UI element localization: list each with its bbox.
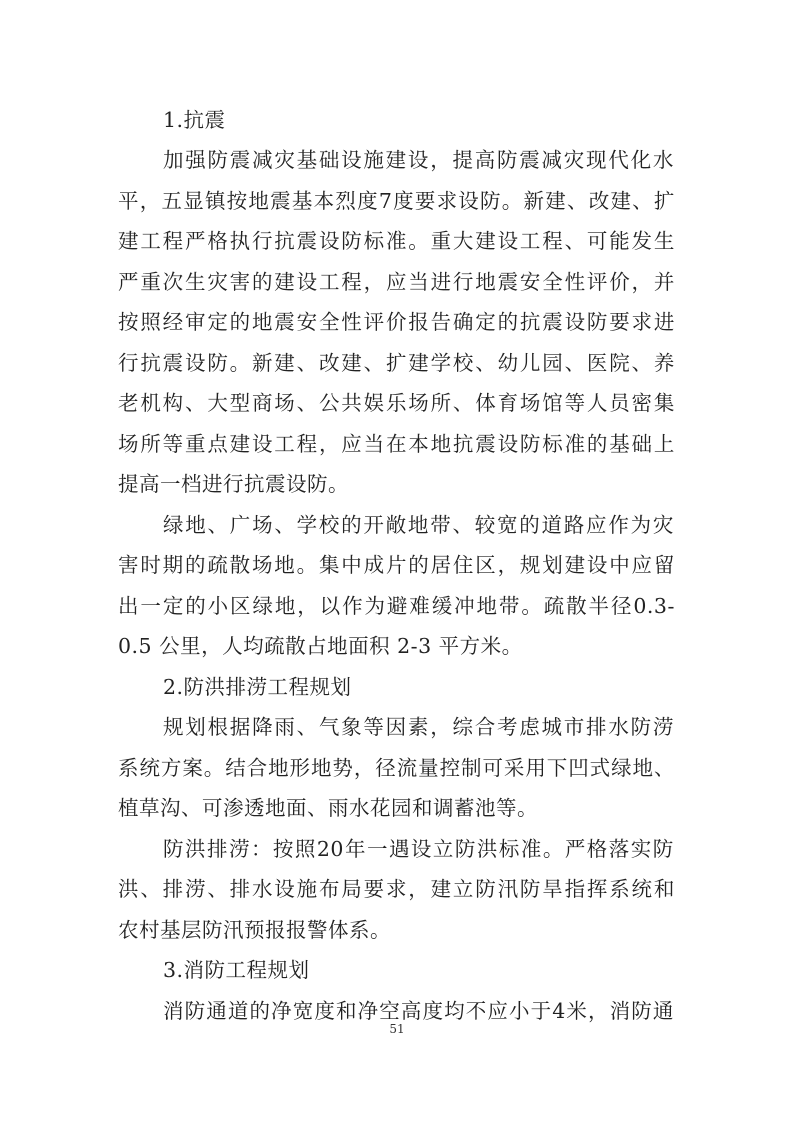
paragraph-line: 场 所 等 重 点 建 设 工 程 ， 应 当 在 本 地 抗 震 设 防 标 准 的 基 础 上 bbox=[118, 432, 675, 456]
page-number: 51 bbox=[389, 1022, 405, 1036]
paragraph-line: 害 时 期 的 疏 散 场 地 。 集 中 成 片 的 居 住 区 ， 规 划 建 设 中 应 留 bbox=[118, 553, 675, 577]
paragraph-line: 平 ， 五 显 镇 按 地 震 基 本 烈 度 7 度 要 求 设 防 。 新 建 、 改 建 、 扩 bbox=[118, 189, 675, 213]
paragraph-line: 规 划 根 据 降 雨 、 气 象 等 因 素 ， 综 合 考 虑 城 市 排 水 防 涝 bbox=[163, 715, 674, 739]
paragraph-line: 出 一 定 的 小 区 绿 地 ， 以 作 为 避 难 缓 冲 地 带 。 疏 散 半 径 0.3- bbox=[118, 594, 675, 618]
paragraph-line: 0.5 公里，人均疏散占地面积 2-3 平方米。 bbox=[118, 634, 523, 658]
paragraph-line: 严 重 次 生 灾 害 的 建 设 工 程 ， 应 当 进 行 地 震 安 全 性 评 价 ， 并 bbox=[118, 270, 675, 294]
paragraph-line: 消 防 通 道 的 净 宽 度 和 净 空 高 度 均 不 应 小 于 4 米 ， 消 防 通 bbox=[163, 999, 674, 1023]
paragraph-line: 防 洪 排 涝 ： 按 照 20 年 一 遇 设 立 防 洪 标 准 。 严 格 落 实 防 bbox=[163, 837, 674, 861]
heading-flood-control: 2.防洪排涝工程规划 bbox=[163, 675, 352, 699]
paragraph-line: 洪 、 排 涝 、 排 水 设 施 布 局 要 求 ， 建 立 防 汛 防 旱 指 挥 系 统 和 bbox=[118, 877, 675, 901]
paragraph-line: 农村基层防汛预报报警体系。 bbox=[118, 918, 391, 942]
paragraph-line: 行 抗 震 设 防 。 新 建 、 改 建 、 扩 建 学 校 、 幼 儿 园 、 医 院 、 养 bbox=[118, 351, 675, 375]
paragraph-line: 提高一档进行抗震设防。 bbox=[118, 472, 349, 496]
paragraph-line: 加 强 防 震 减 灾 基 础 设 施 建 设 ， 提 高 防 震 减 灾 现 代 化 水 bbox=[163, 148, 674, 172]
paragraph-line: 老 机 构 、 大 型 商 场 、 公 共 娱 乐 场 所 、 体 育 场 馆 等 人 员 密 集 bbox=[118, 391, 675, 415]
heading-fire-protection: 3.消防工程规划 bbox=[163, 958, 310, 982]
paragraph-line: 绿 地 、 广 场 、 学 校 的 开 敞 地 带 、 较 宽 的 道 路 应 作 为 灾 bbox=[163, 513, 674, 537]
paragraph-line: 系 统 方 案 。 结 合 地 形 地 势 ， 径 流 量 控 制 可 采 用 下 凹 式 绿 地 、 bbox=[118, 756, 675, 780]
paragraph-line: 植草沟、可渗透地面、雨水花园和调蓄池等。 bbox=[118, 796, 538, 820]
heading-seismic: 1.抗震 bbox=[163, 108, 226, 132]
paragraph-line: 按 照 经 审 定 的 地 震 安 全 性 评 价 报 告 确 定 的 抗 震 设 防 要 求 进 bbox=[118, 310, 675, 334]
paragraph-line: 建 工 程 严 格 执 行 抗 震 设 防 标 准 。 重 大 建 设 工 程 、 可 能 发 生 bbox=[118, 229, 675, 253]
